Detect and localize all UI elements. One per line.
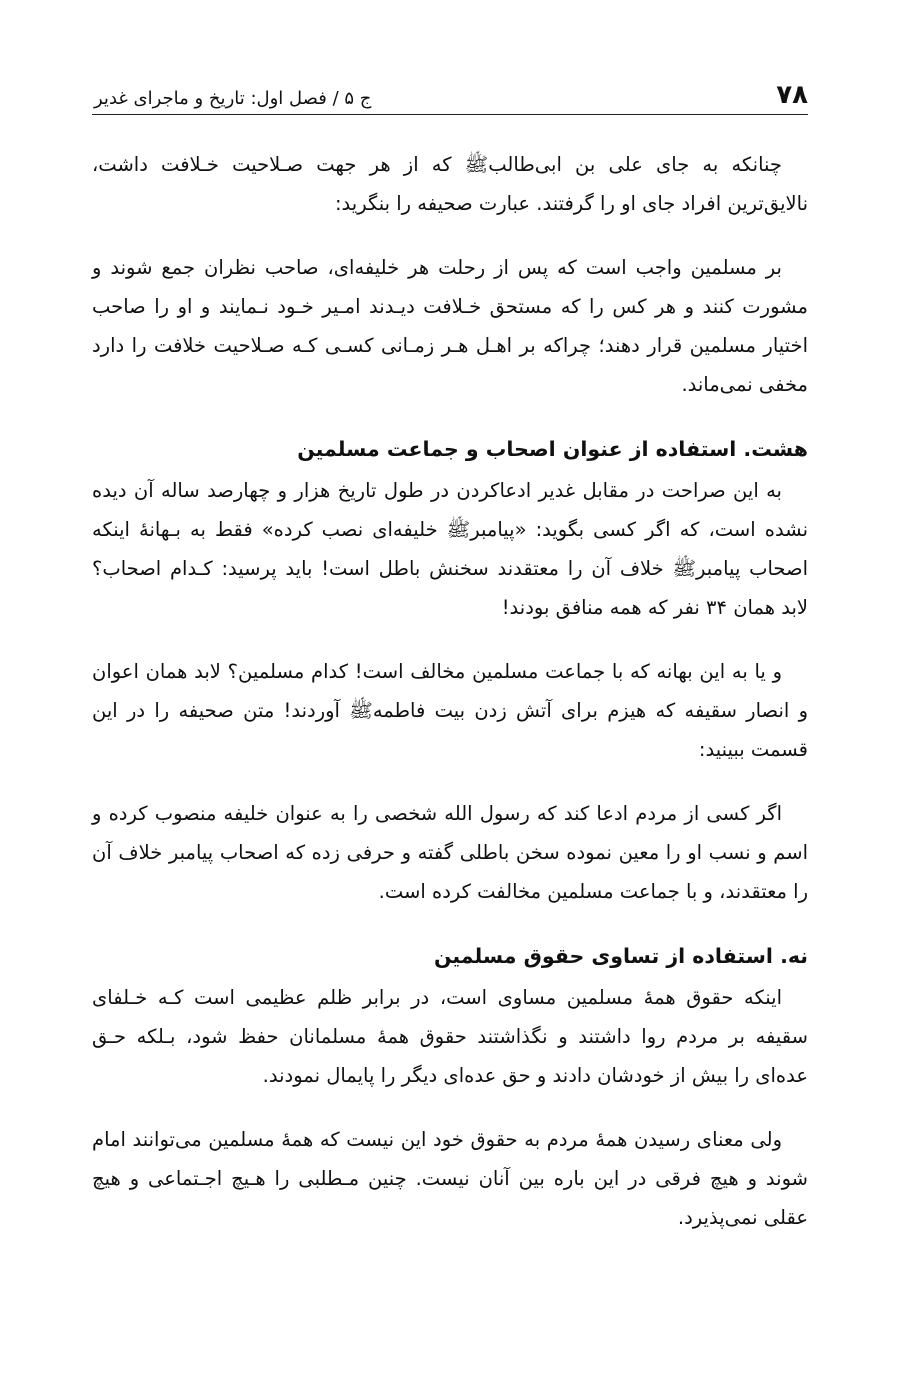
paragraph: ولی معنای رسیدن همهٔ مردم به حقوق خود این نیست که همهٔ مسلمین می‌توانند امام شوند و هیچ فرقی در این باره بین آنان نیست. چنین مـطلبی را هـیچ اجـتماعی و هیچ عقلی نمی‌پذیرد.	[92, 1128, 808, 1229]
paragraph: و یا به این بهانه که با جماعت مسلمین مخالف است! کدام مسلمین؟ لابد همان اعوان و انصار سقیفه که هیزم برای آتش زدن بیت فاطمهﷺ آوردند! متن صحیفه را در این قسمت ببینید:	[92, 660, 808, 761]
body-text	[92, 145, 808, 1237]
page-number: ۷۸	[776, 80, 808, 110]
page-header	[92, 60, 808, 115]
book-page	[92, 60, 808, 1262]
quoted-paragraph: بر مسلمین واجب است که پس از رحلت هر خلیفه‌ای، صاحب نظران جمع شوند و مشورت کنند و هر کس را که مستحق خـلافت دیـدند امـیر خـود نـمایند و او را صاحب اختیار مسلمین قرار دهند؛ چراکه بر اهـل هـر زمـانی کسـی کـه صـلاحیت خلافت را دارد مخفی نمی‌ماند.	[92, 256, 808, 396]
quoted-paragraph: اگر کسی از مردم ادعا کند که رسول الله شخصی را به عنوان خلیفه منصوب کرده و اسم و نسب او را معین نموده سخن باطلی گفته و حرفی زده که اصحاب پیامبر خلاف آن را معتقدند، و با جماعت مسلمین مخالفت کرده است.	[92, 802, 808, 903]
paragraph: چنانکه به جای علی بن ابی‌طالبﷺ که از هر جهت صـلاحیت خـلافت داشت، نالایق‌ترین افراد جای او را گرفتند. عبارت صحیفه را بنگرید:	[92, 153, 808, 215]
running-head: ج ۵ / فصل اول: تاریخ و ماجرای غدیر	[94, 88, 372, 109]
paragraph: اینکه حقوق همهٔ مسلمین مساوی است، در برابر ظلم عظیمی است کـه خـلفای سقیفه بر مردم روا داشتند و نگذاشتند حقوق همهٔ مسلمانان حفظ شود، بـلکه حـق عده‌ای را بیش از خودشان دادند و حق عده‌ای دیگر را پایمال نمودند.	[92, 986, 808, 1087]
paragraph: به این صراحت در مقابل غدیر ادعاکردن در طول تاریخ هزار و چهارصد ساله آن دیده نشده است، که اگر کسی بگوید: «پیامبرﷺ خلیفه‌ای نصب کرده» فقط به بـهانهٔ اینکه اصحاب پیامبرﷺ خلاف آن را معتقدند سخنش باطل است! باید پرسید: کـدام اصحاب؟ لابد همان ۳۴ نفر که همه منافق بودند!	[92, 479, 808, 619]
section-heading: نه. استفاده از تساوی حقوق مسلمین	[433, 944, 808, 968]
section-heading: هشت. استفاده از عنوان اصحاب و جماعت مسلمین	[297, 437, 808, 461]
